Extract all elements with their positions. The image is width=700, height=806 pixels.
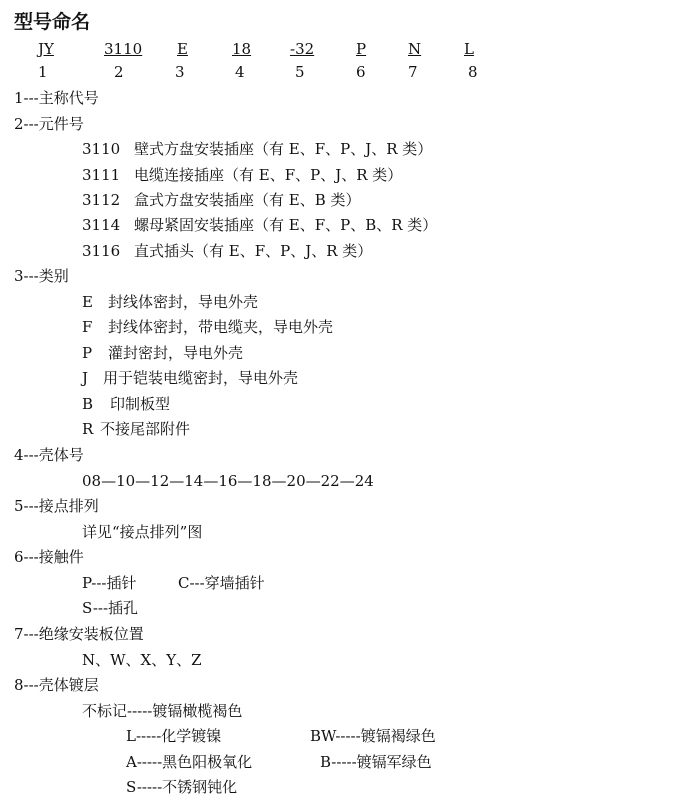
contact-socket: S---插孔 xyxy=(82,599,139,617)
category-code: B xyxy=(82,395,94,413)
category-desc: 封线体密封，导电外壳 xyxy=(108,293,259,311)
model-index-5: 5 xyxy=(295,63,305,81)
section-6-heading: 6---接触件 xyxy=(14,548,84,566)
model-code-8: L xyxy=(464,40,474,58)
category-code: P xyxy=(82,344,93,362)
component-code: 3114 xyxy=(82,216,121,234)
section-2-heading: 2---元件号 xyxy=(14,115,84,133)
contact-arrangement-note: 详见“接点排列”图 xyxy=(82,523,203,541)
model-index-8: 8 xyxy=(468,63,478,81)
plating-l: L-----化学镀镍 xyxy=(126,727,222,745)
component-desc: 壁式方盘安装插座（有 E、F、P、J、R 类） xyxy=(134,140,433,158)
plating-a: A-----黑色阳极氧化 xyxy=(126,753,253,771)
model-code-6: P xyxy=(356,40,367,58)
model-code-7: N xyxy=(408,40,422,58)
page-title: 型号命名 xyxy=(14,11,91,33)
plating-b: B-----镀镉军绿色 xyxy=(320,753,432,771)
section-4-heading: 4---壳体号 xyxy=(14,446,84,464)
component-desc: 螺母紧固安装插座（有 E、F、P、B、R 类） xyxy=(134,216,438,234)
shell-size-list: 08—10—12—14—16—18—20—22—24 xyxy=(82,472,374,490)
model-index-7: 7 xyxy=(408,63,418,81)
component-desc: 盒式方盘安装插座（有 E、B 类） xyxy=(134,191,361,209)
model-code-3: E xyxy=(177,40,188,58)
section-7-heading: 7---绝缘安装板位置 xyxy=(14,625,144,643)
model-index-6: 6 xyxy=(356,63,366,81)
category-desc: 封线体密封，带电缆夹，导电外壳 xyxy=(108,318,334,336)
section-5-heading: 5---接点排列 xyxy=(14,497,99,515)
plating-s: S-----不锈钢钝化 xyxy=(126,778,238,796)
category-desc: 不接尾部附件 xyxy=(100,420,191,438)
model-index-4: 4 xyxy=(235,63,245,81)
contact-feedthrough-pin: C---穿墙插针 xyxy=(178,574,265,592)
model-code-5: -32 xyxy=(290,40,315,58)
model-code-4: 18 xyxy=(232,40,252,58)
category-desc: 印制板型 xyxy=(110,395,171,413)
category-desc: 用于铠装电缆密封，导电外壳 xyxy=(103,369,299,387)
category-desc: 灌封密封，导电外壳 xyxy=(108,344,244,362)
plating-default: 不标记-----镀镉橄榄褐色 xyxy=(82,702,243,720)
component-code: 3116 xyxy=(82,242,121,260)
model-index-2: 2 xyxy=(114,63,124,81)
component-desc: 电缆连接插座（有 E、F、P、J、R 类） xyxy=(134,166,403,184)
category-code: J xyxy=(82,369,89,387)
model-code-1: JY xyxy=(38,40,54,58)
component-code: 3111 xyxy=(82,166,121,184)
model-index-1: 1 xyxy=(38,63,48,81)
component-code: 3110 xyxy=(82,140,121,158)
component-code: 3112 xyxy=(82,191,121,209)
category-code: R xyxy=(82,420,94,438)
contact-pin: P---插针 xyxy=(82,574,137,592)
model-index-3: 3 xyxy=(175,63,185,81)
plating-bw: BW-----镀镉褐绿色 xyxy=(310,727,436,745)
insert-position-list: N、W、X、Y、Z xyxy=(82,651,202,669)
section-8-heading: 8---壳体镀层 xyxy=(14,676,99,694)
model-code-2: 3110 xyxy=(104,40,143,58)
component-desc: 直式插头（有 E、F、P、J、R 类） xyxy=(134,242,373,260)
category-code: F xyxy=(82,318,93,336)
section-3-heading: 3---类别 xyxy=(14,267,69,285)
category-code: E xyxy=(82,293,93,311)
section-1-heading: 1---主称代号 xyxy=(14,89,99,107)
